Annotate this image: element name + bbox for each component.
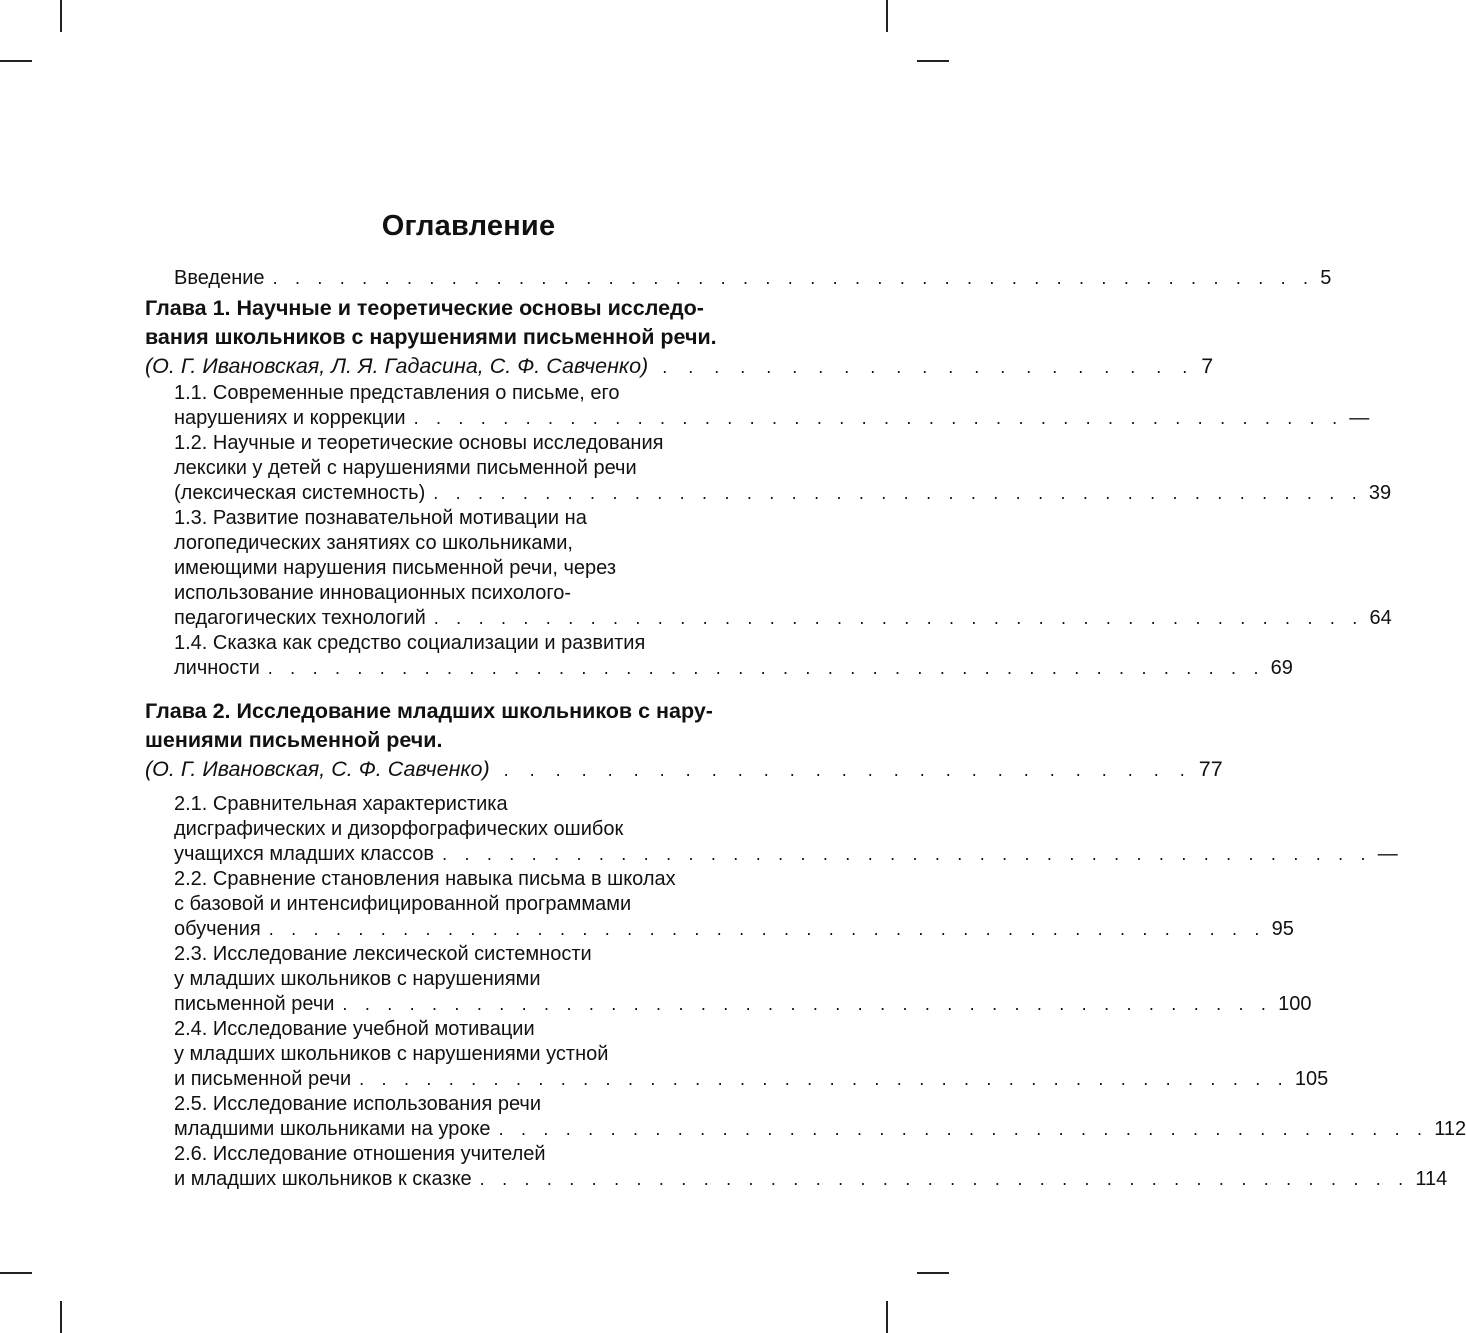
section-text-line: обучения (174, 918, 261, 940)
section-2-2[interactable] (145, 867, 1294, 942)
section-text-line: 1.3. Развитие познавательной мотивации на (174, 507, 587, 529)
section-text-line: 1.2. Научные и теоретические основы исследования (174, 432, 664, 454)
chapter-authors-text: (О. Г. Ивановская, С. Ф. Савченко) (145, 757, 490, 781)
section-text-line: 1.1. Современные представления о письме, его (174, 382, 620, 404)
chapter-heading-line: Глава 2. Исследование младших школьников с нару- (145, 699, 713, 723)
chapter-authors-text: (О. Г. Ивановская, Л. Я. Гадасина, С. Ф. Савченко) (145, 354, 649, 378)
toc-entry-intro[interactable] (145, 266, 1332, 291)
leader-dots: . . . . . . . . . . . . . . . . . . . . . . . . . . . . . . . . . . . . . . . . . . (359, 1069, 1289, 1089)
leader-dots: . . . . . . . . . . . . . . . . . . . . . . . . . . . . . . . . . . . . . . . . . . . . . (267, 658, 1265, 678)
section-text-line: младшими школьниками на уроке (174, 1118, 491, 1140)
crop-mark-bottom-left-vertical (60, 1301, 62, 1333)
section-text-line: личности (174, 657, 260, 679)
leader-dots: . . . . . . . . . . . . . . . . . . . . . . . . . . . . . . . . . . . . . . . . . . (342, 994, 1273, 1014)
crop-mark-top-right-vertical (886, 0, 888, 32)
crop-mark-top-right-horizontal (917, 60, 949, 62)
leader-dots: . . . . . . . . . . . . . . . . . . . . . . . . . . . . . . . . . . . . . . . . . . . . . (268, 919, 1266, 939)
section-text-line: дисграфических и дизорфографических ошибок (174, 818, 624, 840)
leader-dots: . . . . . . . . . . . . . . . . . . . . . . . . . . . . . . . . . . . . . . . . . . . . . . . (272, 268, 1315, 288)
section-text-line: с базовой и интенсифицированной программами (174, 893, 632, 915)
section-page: — (1377, 843, 1398, 865)
section-text-line: 2.1. Сравнительная характеристика (174, 793, 508, 815)
toc-entry-label: Введение (174, 267, 265, 289)
leader-dots: . . . . . . . . . . . . . . . . . . . . . . . . . . . . . . . . . . . . . . . . . . (479, 1169, 1410, 1189)
crop-mark-bottom-left-horizontal (0, 1272, 32, 1274)
leader-dots: . . . . . . . . . . . . . . . . . . . . . . . . . . . . . . . . . . . . . . . . . . (498, 1119, 1429, 1139)
section-text-line: лексики у детей с нарушениями письменной речи (174, 457, 637, 479)
chapter-heading-line: шениями письменной речи. (145, 728, 443, 752)
section-1-1[interactable] (145, 381, 1370, 431)
chapter-page: 7 (1201, 354, 1214, 378)
section-text-line: имеющими нарушения письменной речи, через (174, 557, 617, 579)
chapter-heading-line: вания школьников с нарушениями письменной речи. (145, 325, 717, 349)
section-page: 114 (1415, 1168, 1448, 1190)
section-text-line: логопедических занятиях со школьниками, (174, 532, 573, 554)
toc-entry-page: 5 (1320, 267, 1332, 289)
section-text-line: 2.4. Исследование учебной мотивации (174, 1018, 535, 1040)
section-page: 105 (1294, 1068, 1329, 1090)
section-2-5[interactable] (145, 1092, 1466, 1142)
leader-dots: . . . . . . . . . . . . . . . . . . . . . . . . . . . . . . . . . . . . . . . . . . (433, 483, 1363, 503)
crop-mark-bottom-right-horizontal (917, 1272, 949, 1274)
section-page: 112 (1434, 1118, 1466, 1140)
section-page: 69 (1270, 657, 1293, 679)
section-text-line: учащихся младших классов (174, 843, 435, 865)
section-page: 95 (1271, 918, 1294, 940)
chapter-1-authors (145, 352, 1214, 381)
section-1-2[interactable] (145, 431, 1392, 506)
section-text-line: и письменной речи (174, 1068, 352, 1090)
chapter-page: 77 (1198, 757, 1223, 781)
section-page: 64 (1369, 607, 1392, 629)
chapter-1-heading[interactable] (145, 294, 780, 352)
section-text-line: 2.5. Исследование использования речи (174, 1093, 542, 1115)
section-1-4[interactable] (145, 631, 1293, 681)
section-page: 39 (1368, 482, 1392, 504)
section-text-line: 1.4. Сказка как средство социализации и развития (174, 632, 646, 654)
section-text-line: (лексическая системность) (174, 482, 426, 504)
leader-dots: . . . . . . . . . . . . . . . . . . . . . . . . . . . . . . . . . . . . . . . . . . (413, 408, 1344, 428)
section-text-line: 2.2. Сравнение становления навыка письма в школах (174, 868, 676, 890)
chapter-2-heading[interactable] (145, 697, 780, 755)
crop-mark-top-left-horizontal (0, 60, 32, 62)
section-text-line: 2.6. Исследование отношения учителей (174, 1143, 546, 1165)
section-text-line: нарушениях и коррекции (174, 407, 406, 429)
leader-dots: . . . . . . . . . . . . . . . . . . . . . . . . . . . . . . . . . . . . . . . . . . (442, 844, 1372, 864)
section-text-line: педагогических технологий (174, 607, 426, 629)
crop-mark-top-left-vertical (60, 0, 62, 32)
leader-dots: . . . . . . . . . . . . . . . . . . . . . . . . . . . . . . . . . . . . . . . . . . (433, 608, 1364, 628)
section-1-3[interactable] (145, 506, 1392, 631)
leader-dots: . . . . . . . . . . . . . . . . . . . . . . . . . . . (503, 760, 1193, 780)
section-2-1[interactable] (145, 792, 1398, 867)
section-text-line: 2.3. Исследование лексической системности (174, 943, 592, 965)
chapter-heading-line: Глава 1. Научные и теоретические основы исследо- (145, 296, 704, 320)
section-text-line: и младших школьников к сказке (174, 1168, 472, 1190)
section-2-4[interactable] (145, 1017, 1329, 1092)
section-text-line: использование инновационных психолого- (174, 582, 572, 604)
section-text-line: у младших школьников с нарушениями устной (174, 1043, 609, 1065)
leader-dots: . . . . . . . . . . . . . . . . . . . . . (662, 357, 1196, 377)
section-text-line: у младших школьников с нарушениями (174, 968, 541, 990)
crop-mark-bottom-right-vertical (886, 1301, 888, 1333)
section-page: — (1349, 407, 1370, 429)
section-page: 100 (1278, 993, 1312, 1015)
table-of-contents (145, 266, 1466, 1192)
section-2-3[interactable] (145, 942, 1312, 1017)
section-text-line: письменной речи (174, 993, 335, 1015)
page-title: Оглавление (381, 210, 556, 242)
section-2-6[interactable] (145, 1142, 1448, 1192)
chapter-2-authors (145, 755, 1223, 784)
